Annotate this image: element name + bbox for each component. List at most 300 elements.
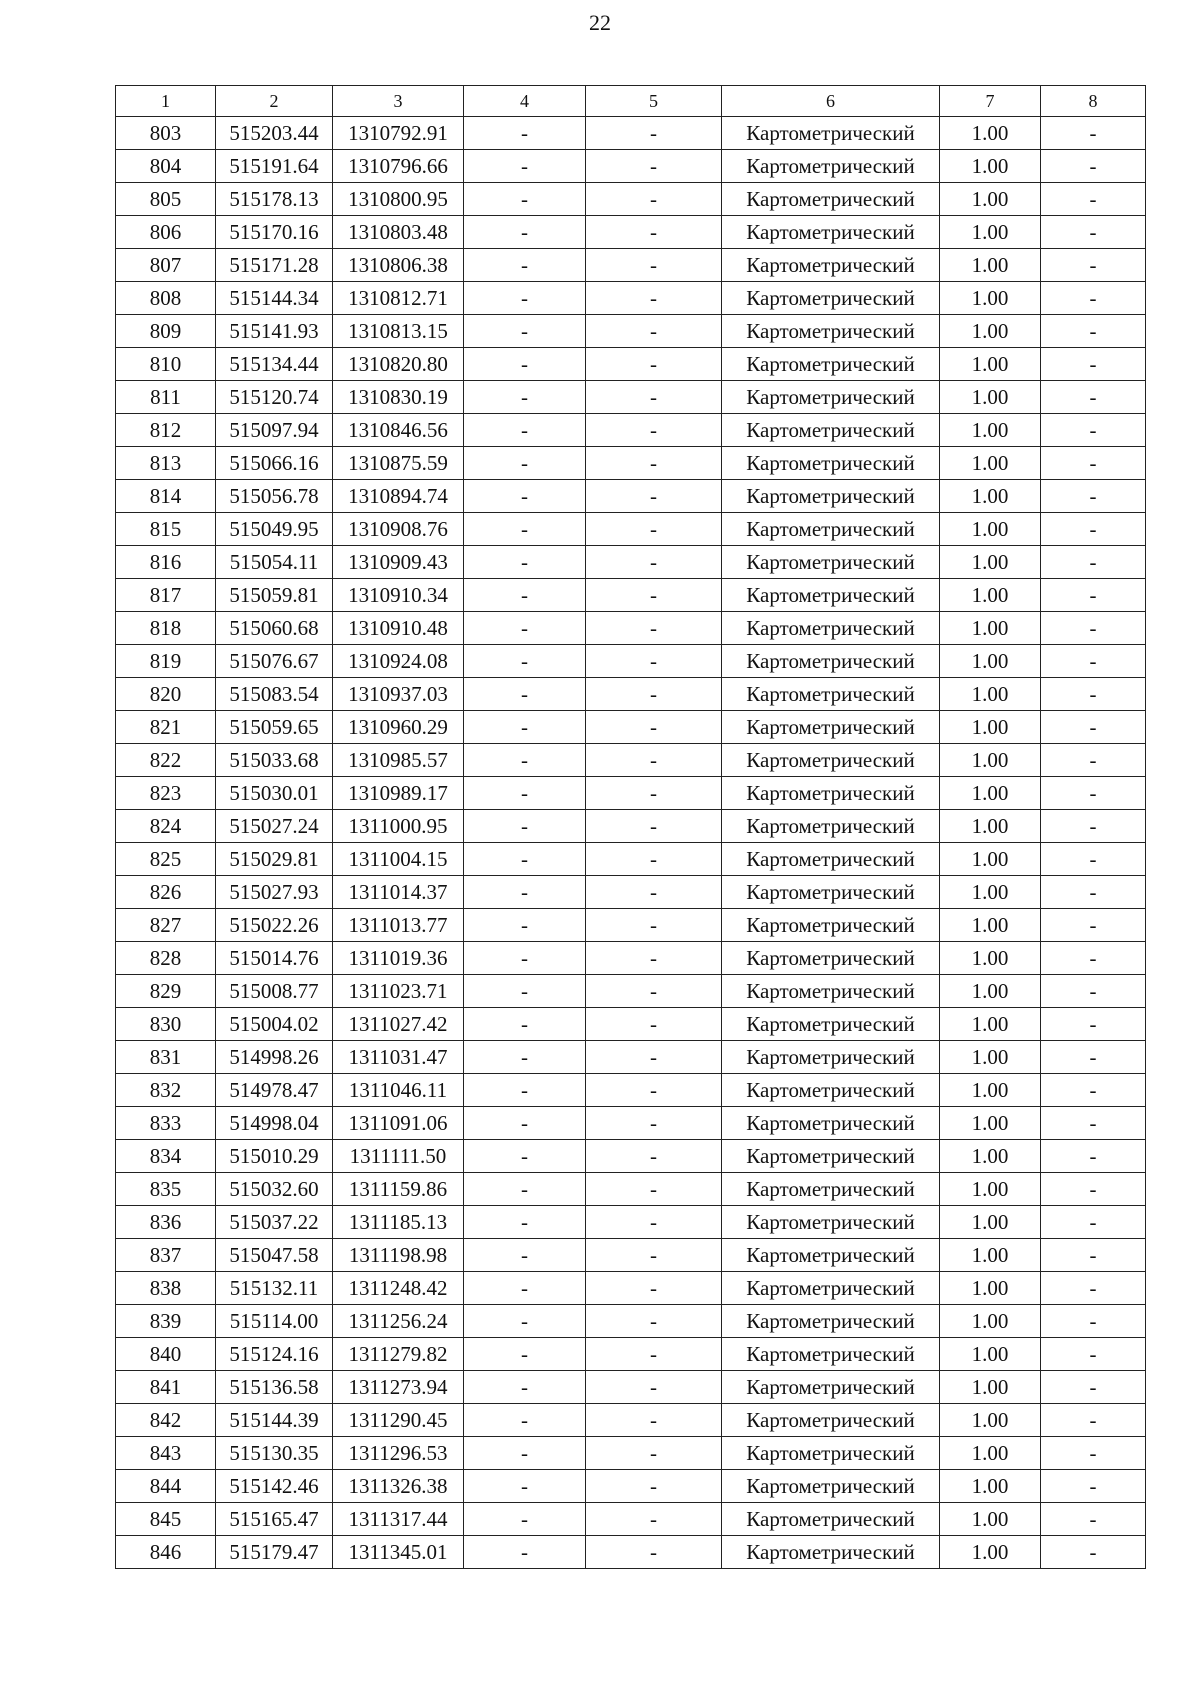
method-cell: Картометрический [722, 909, 940, 942]
x-coordinate-cell: 514998.26 [216, 1041, 333, 1074]
col8-cell: - [1041, 1140, 1146, 1173]
accuracy-cell: 1.00 [940, 645, 1041, 678]
column-header: 7 [940, 86, 1041, 117]
col5-cell: - [586, 249, 722, 282]
y-coordinate-cell: 1311296.53 [333, 1437, 464, 1470]
x-coordinate-cell: 515004.02 [216, 1008, 333, 1041]
col4-cell: - [464, 1239, 586, 1272]
accuracy-cell: 1.00 [940, 579, 1041, 612]
method-cell: Картометрический [722, 216, 940, 249]
col4-cell: - [464, 1074, 586, 1107]
col5-cell: - [586, 183, 722, 216]
table-row [116, 1470, 1146, 1503]
table-row [116, 1140, 1146, 1173]
y-coordinate-cell: 1311185.13 [333, 1206, 464, 1239]
col5-cell: - [586, 282, 722, 315]
accuracy-cell: 1.00 [940, 1173, 1041, 1206]
col8-cell: - [1041, 1239, 1146, 1272]
table-row [116, 315, 1146, 348]
x-coordinate-cell: 515203.44 [216, 117, 333, 150]
accuracy-cell: 1.00 [940, 744, 1041, 777]
point-number-cell: 845 [116, 1503, 216, 1536]
accuracy-cell: 1.00 [940, 249, 1041, 282]
table-row [116, 1503, 1146, 1536]
method-cell: Картометрический [722, 843, 940, 876]
y-coordinate-cell: 1310910.34 [333, 579, 464, 612]
point-number-cell: 846 [116, 1536, 216, 1569]
col5-cell: - [586, 711, 722, 744]
x-coordinate-cell: 515076.67 [216, 645, 333, 678]
col4-cell: - [464, 744, 586, 777]
header-row [116, 86, 1146, 117]
table-row [116, 348, 1146, 381]
point-number-cell: 821 [116, 711, 216, 744]
point-number-cell: 809 [116, 315, 216, 348]
col4-cell: - [464, 1305, 586, 1338]
col5-cell: - [586, 414, 722, 447]
accuracy-cell: 1.00 [940, 1074, 1041, 1107]
col4-cell: - [464, 1173, 586, 1206]
y-coordinate-cell: 1310800.95 [333, 183, 464, 216]
y-coordinate-cell: 1311279.82 [333, 1338, 464, 1371]
col8-cell: - [1041, 645, 1146, 678]
point-number-cell: 803 [116, 117, 216, 150]
method-cell: Картометрический [722, 612, 940, 645]
col8-cell: - [1041, 282, 1146, 315]
y-coordinate-cell: 1311198.98 [333, 1239, 464, 1272]
col8-cell: - [1041, 1503, 1146, 1536]
table-row [116, 480, 1146, 513]
method-cell: Картометрический [722, 381, 940, 414]
table-row [116, 414, 1146, 447]
y-coordinate-cell: 1311317.44 [333, 1503, 464, 1536]
point-number-cell: 843 [116, 1437, 216, 1470]
method-cell: Картометрический [722, 711, 940, 744]
point-number-cell: 810 [116, 348, 216, 381]
col5-cell: - [586, 1371, 722, 1404]
table-row [116, 1206, 1146, 1239]
col5-cell: - [586, 315, 722, 348]
col4-cell: - [464, 249, 586, 282]
x-coordinate-cell: 515120.74 [216, 381, 333, 414]
col8-cell: - [1041, 1470, 1146, 1503]
method-cell: Картометрический [722, 1173, 940, 1206]
col4-cell: - [464, 1140, 586, 1173]
column-header: 8 [1041, 86, 1146, 117]
method-cell: Картометрический [722, 480, 940, 513]
y-coordinate-cell: 1310792.91 [333, 117, 464, 150]
x-coordinate-cell: 515124.16 [216, 1338, 333, 1371]
col5-cell: - [586, 1107, 722, 1140]
method-cell: Картометрический [722, 1536, 940, 1569]
col8-cell: - [1041, 942, 1146, 975]
col5-cell: - [586, 843, 722, 876]
x-coordinate-cell: 515171.28 [216, 249, 333, 282]
accuracy-cell: 1.00 [940, 1503, 1041, 1536]
table-row [116, 546, 1146, 579]
point-number-cell: 841 [116, 1371, 216, 1404]
col5-cell: - [586, 1470, 722, 1503]
col4-cell: - [464, 1206, 586, 1239]
col8-cell: - [1041, 1272, 1146, 1305]
col5-cell: - [586, 612, 722, 645]
table-row [116, 183, 1146, 216]
point-number-cell: 820 [116, 678, 216, 711]
col4-cell: - [464, 1008, 586, 1041]
table-row [116, 1437, 1146, 1470]
col4-cell: - [464, 942, 586, 975]
y-coordinate-cell: 1311345.01 [333, 1536, 464, 1569]
col5-cell: - [586, 744, 722, 777]
y-coordinate-cell: 1310924.08 [333, 645, 464, 678]
col4-cell: - [464, 1404, 586, 1437]
x-coordinate-cell: 515136.58 [216, 1371, 333, 1404]
accuracy-cell: 1.00 [940, 678, 1041, 711]
method-cell: Картометрический [722, 447, 940, 480]
col8-cell: - [1041, 249, 1146, 282]
col5-cell: - [586, 513, 722, 546]
col5-cell: - [586, 1272, 722, 1305]
col5-cell: - [586, 216, 722, 249]
method-cell: Картометрический [722, 579, 940, 612]
accuracy-cell: 1.00 [940, 1404, 1041, 1437]
column-header: 1 [116, 86, 216, 117]
accuracy-cell: 1.00 [940, 216, 1041, 249]
point-number-cell: 815 [116, 513, 216, 546]
col5-cell: - [586, 678, 722, 711]
method-cell: Картометрический [722, 117, 940, 150]
accuracy-cell: 1.00 [940, 183, 1041, 216]
x-coordinate-cell: 515059.81 [216, 579, 333, 612]
col8-cell: - [1041, 414, 1146, 447]
method-cell: Картометрический [722, 249, 940, 282]
y-coordinate-cell: 1311023.71 [333, 975, 464, 1008]
coordinates-table [115, 85, 1146, 1569]
point-number-cell: 828 [116, 942, 216, 975]
table-row [116, 645, 1146, 678]
point-number-cell: 834 [116, 1140, 216, 1173]
table-row [116, 1008, 1146, 1041]
col8-cell: - [1041, 1404, 1146, 1437]
accuracy-cell: 1.00 [940, 480, 1041, 513]
point-number-cell: 833 [116, 1107, 216, 1140]
col8-cell: - [1041, 777, 1146, 810]
accuracy-cell: 1.00 [940, 1437, 1041, 1470]
method-cell: Картометрический [722, 1239, 940, 1272]
method-cell: Картометрический [722, 1206, 940, 1239]
col5-cell: - [586, 117, 722, 150]
accuracy-cell: 1.00 [940, 777, 1041, 810]
method-cell: Картометрический [722, 414, 940, 447]
point-number-cell: 827 [116, 909, 216, 942]
y-coordinate-cell: 1311091.06 [333, 1107, 464, 1140]
x-coordinate-cell: 515059.65 [216, 711, 333, 744]
method-cell: Картометрический [722, 348, 940, 381]
method-cell: Картометрический [722, 1503, 940, 1536]
table-row [116, 612, 1146, 645]
x-coordinate-cell: 515049.95 [216, 513, 333, 546]
method-cell: Картометрический [722, 645, 940, 678]
accuracy-cell: 1.00 [940, 1536, 1041, 1569]
col8-cell: - [1041, 876, 1146, 909]
col8-cell: - [1041, 612, 1146, 645]
table-row [116, 150, 1146, 183]
table-row [116, 1404, 1146, 1437]
x-coordinate-cell: 515178.13 [216, 183, 333, 216]
accuracy-cell: 1.00 [940, 876, 1041, 909]
col4-cell: - [464, 183, 586, 216]
point-number-cell: 830 [116, 1008, 216, 1041]
col5-cell: - [586, 1437, 722, 1470]
col5-cell: - [586, 1074, 722, 1107]
point-number-cell: 822 [116, 744, 216, 777]
method-cell: Картометрический [722, 1338, 940, 1371]
x-coordinate-cell: 515022.26 [216, 909, 333, 942]
col4-cell: - [464, 1371, 586, 1404]
y-coordinate-cell: 1311031.47 [333, 1041, 464, 1074]
col4-cell: - [464, 1503, 586, 1536]
y-coordinate-cell: 1311273.94 [333, 1371, 464, 1404]
y-coordinate-cell: 1310875.59 [333, 447, 464, 480]
point-number-cell: 811 [116, 381, 216, 414]
accuracy-cell: 1.00 [940, 612, 1041, 645]
col8-cell: - [1041, 513, 1146, 546]
x-coordinate-cell: 515054.11 [216, 546, 333, 579]
col4-cell: - [464, 315, 586, 348]
y-coordinate-cell: 1311014.37 [333, 876, 464, 909]
method-cell: Картометрический [722, 1437, 940, 1470]
col4-cell: - [464, 909, 586, 942]
col8-cell: - [1041, 1107, 1146, 1140]
col8-cell: - [1041, 183, 1146, 216]
col8-cell: - [1041, 909, 1146, 942]
accuracy-cell: 1.00 [940, 1041, 1041, 1074]
point-number-cell: 836 [116, 1206, 216, 1239]
point-number-cell: 807 [116, 249, 216, 282]
accuracy-cell: 1.00 [940, 1140, 1041, 1173]
accuracy-cell: 1.00 [940, 1305, 1041, 1338]
point-number-cell: 831 [116, 1041, 216, 1074]
y-coordinate-cell: 1310989.17 [333, 777, 464, 810]
y-coordinate-cell: 1311046.11 [333, 1074, 464, 1107]
col5-cell: - [586, 447, 722, 480]
y-coordinate-cell: 1310908.76 [333, 513, 464, 546]
accuracy-cell: 1.00 [940, 348, 1041, 381]
col8-cell: - [1041, 975, 1146, 1008]
table-row [116, 1074, 1146, 1107]
x-coordinate-cell: 515179.47 [216, 1536, 333, 1569]
col4-cell: - [464, 1338, 586, 1371]
method-cell: Картометрический [722, 1404, 940, 1437]
x-coordinate-cell: 515033.68 [216, 744, 333, 777]
accuracy-cell: 1.00 [940, 843, 1041, 876]
point-number-cell: 842 [116, 1404, 216, 1437]
col8-cell: - [1041, 843, 1146, 876]
point-number-cell: 829 [116, 975, 216, 1008]
point-number-cell: 823 [116, 777, 216, 810]
col8-cell: - [1041, 546, 1146, 579]
y-coordinate-cell: 1311248.42 [333, 1272, 464, 1305]
x-coordinate-cell: 515134.44 [216, 348, 333, 381]
col8-cell: - [1041, 1206, 1146, 1239]
col4-cell: - [464, 1041, 586, 1074]
col5-cell: - [586, 777, 722, 810]
accuracy-cell: 1.00 [940, 810, 1041, 843]
x-coordinate-cell: 515008.77 [216, 975, 333, 1008]
col4-cell: - [464, 381, 586, 414]
table-row [116, 678, 1146, 711]
col5-cell: - [586, 1008, 722, 1041]
col4-cell: - [464, 1470, 586, 1503]
table-row [116, 579, 1146, 612]
table-row [116, 909, 1146, 942]
x-coordinate-cell: 515141.93 [216, 315, 333, 348]
col4-cell: - [464, 414, 586, 447]
x-coordinate-cell: 515114.00 [216, 1305, 333, 1338]
x-coordinate-cell: 515132.11 [216, 1272, 333, 1305]
col4-cell: - [464, 678, 586, 711]
accuracy-cell: 1.00 [940, 975, 1041, 1008]
point-number-cell: 816 [116, 546, 216, 579]
point-number-cell: 812 [116, 414, 216, 447]
method-cell: Картометрический [722, 1074, 940, 1107]
x-coordinate-cell: 515060.68 [216, 612, 333, 645]
col8-cell: - [1041, 1041, 1146, 1074]
col5-cell: - [586, 1404, 722, 1437]
y-coordinate-cell: 1311019.36 [333, 942, 464, 975]
point-number-cell: 804 [116, 150, 216, 183]
col5-cell: - [586, 975, 722, 1008]
accuracy-cell: 1.00 [940, 414, 1041, 447]
table-row [116, 876, 1146, 909]
y-coordinate-cell: 1311290.45 [333, 1404, 464, 1437]
method-cell: Картометрический [722, 876, 940, 909]
accuracy-cell: 1.00 [940, 1107, 1041, 1140]
x-coordinate-cell: 514978.47 [216, 1074, 333, 1107]
accuracy-cell: 1.00 [940, 150, 1041, 183]
point-number-cell: 818 [116, 612, 216, 645]
y-coordinate-cell: 1311013.77 [333, 909, 464, 942]
y-coordinate-cell: 1310909.43 [333, 546, 464, 579]
table-row [116, 216, 1146, 249]
y-coordinate-cell: 1310830.19 [333, 381, 464, 414]
col4-cell: - [464, 282, 586, 315]
x-coordinate-cell: 515097.94 [216, 414, 333, 447]
col5-cell: - [586, 1140, 722, 1173]
accuracy-cell: 1.00 [940, 315, 1041, 348]
method-cell: Картометрический [722, 546, 940, 579]
method-cell: Картометрический [722, 282, 940, 315]
method-cell: Картометрический [722, 975, 940, 1008]
col8-cell: - [1041, 216, 1146, 249]
col5-cell: - [586, 546, 722, 579]
table-row [116, 1338, 1146, 1371]
col8-cell: - [1041, 480, 1146, 513]
accuracy-cell: 1.00 [940, 447, 1041, 480]
x-coordinate-cell: 515144.34 [216, 282, 333, 315]
y-coordinate-cell: 1310894.74 [333, 480, 464, 513]
method-cell: Картометрический [722, 777, 940, 810]
col4-cell: - [464, 348, 586, 381]
col4-cell: - [464, 810, 586, 843]
y-coordinate-cell: 1311326.38 [333, 1470, 464, 1503]
col4-cell: - [464, 612, 586, 645]
col8-cell: - [1041, 1437, 1146, 1470]
col5-cell: - [586, 1338, 722, 1371]
accuracy-cell: 1.00 [940, 117, 1041, 150]
y-coordinate-cell: 1310820.80 [333, 348, 464, 381]
y-coordinate-cell: 1310812.71 [333, 282, 464, 315]
point-number-cell: 838 [116, 1272, 216, 1305]
col5-cell: - [586, 150, 722, 183]
method-cell: Картометрический [722, 744, 940, 777]
y-coordinate-cell: 1311159.86 [333, 1173, 464, 1206]
col8-cell: - [1041, 117, 1146, 150]
table-row [116, 1041, 1146, 1074]
table-row [116, 1272, 1146, 1305]
x-coordinate-cell: 515170.16 [216, 216, 333, 249]
table-row [116, 282, 1146, 315]
point-number-cell: 840 [116, 1338, 216, 1371]
table-row [116, 1107, 1146, 1140]
col4-cell: - [464, 975, 586, 1008]
x-coordinate-cell: 515032.60 [216, 1173, 333, 1206]
method-cell: Картометрический [722, 513, 940, 546]
col8-cell: - [1041, 1305, 1146, 1338]
col8-cell: - [1041, 1338, 1146, 1371]
point-number-cell: 844 [116, 1470, 216, 1503]
table-row [116, 513, 1146, 546]
x-coordinate-cell: 515027.93 [216, 876, 333, 909]
accuracy-cell: 1.00 [940, 513, 1041, 546]
x-coordinate-cell: 514998.04 [216, 1107, 333, 1140]
col8-cell: - [1041, 1371, 1146, 1404]
table-row [116, 975, 1146, 1008]
column-header: 5 [586, 86, 722, 117]
col4-cell: - [464, 645, 586, 678]
table-row [116, 1371, 1146, 1404]
method-cell: Картометрический [722, 1371, 940, 1404]
table-row [116, 447, 1146, 480]
table-row [116, 711, 1146, 744]
table-row [116, 381, 1146, 414]
method-cell: Картометрический [722, 1272, 940, 1305]
col4-cell: - [464, 117, 586, 150]
x-coordinate-cell: 515083.54 [216, 678, 333, 711]
x-coordinate-cell: 515165.47 [216, 1503, 333, 1536]
accuracy-cell: 1.00 [940, 1470, 1041, 1503]
point-number-cell: 839 [116, 1305, 216, 1338]
col5-cell: - [586, 1503, 722, 1536]
table-row [116, 843, 1146, 876]
x-coordinate-cell: 515056.78 [216, 480, 333, 513]
method-cell: Картометрический [722, 150, 940, 183]
col4-cell: - [464, 579, 586, 612]
col8-cell: - [1041, 1173, 1146, 1206]
y-coordinate-cell: 1310910.48 [333, 612, 464, 645]
point-number-cell: 805 [116, 183, 216, 216]
method-cell: Картометрический [722, 810, 940, 843]
col8-cell: - [1041, 744, 1146, 777]
point-number-cell: 837 [116, 1239, 216, 1272]
col8-cell: - [1041, 810, 1146, 843]
y-coordinate-cell: 1310813.15 [333, 315, 464, 348]
x-coordinate-cell: 515030.01 [216, 777, 333, 810]
y-coordinate-cell: 1310796.66 [333, 150, 464, 183]
table-row [116, 942, 1146, 975]
x-coordinate-cell: 515047.58 [216, 1239, 333, 1272]
col4-cell: - [464, 876, 586, 909]
